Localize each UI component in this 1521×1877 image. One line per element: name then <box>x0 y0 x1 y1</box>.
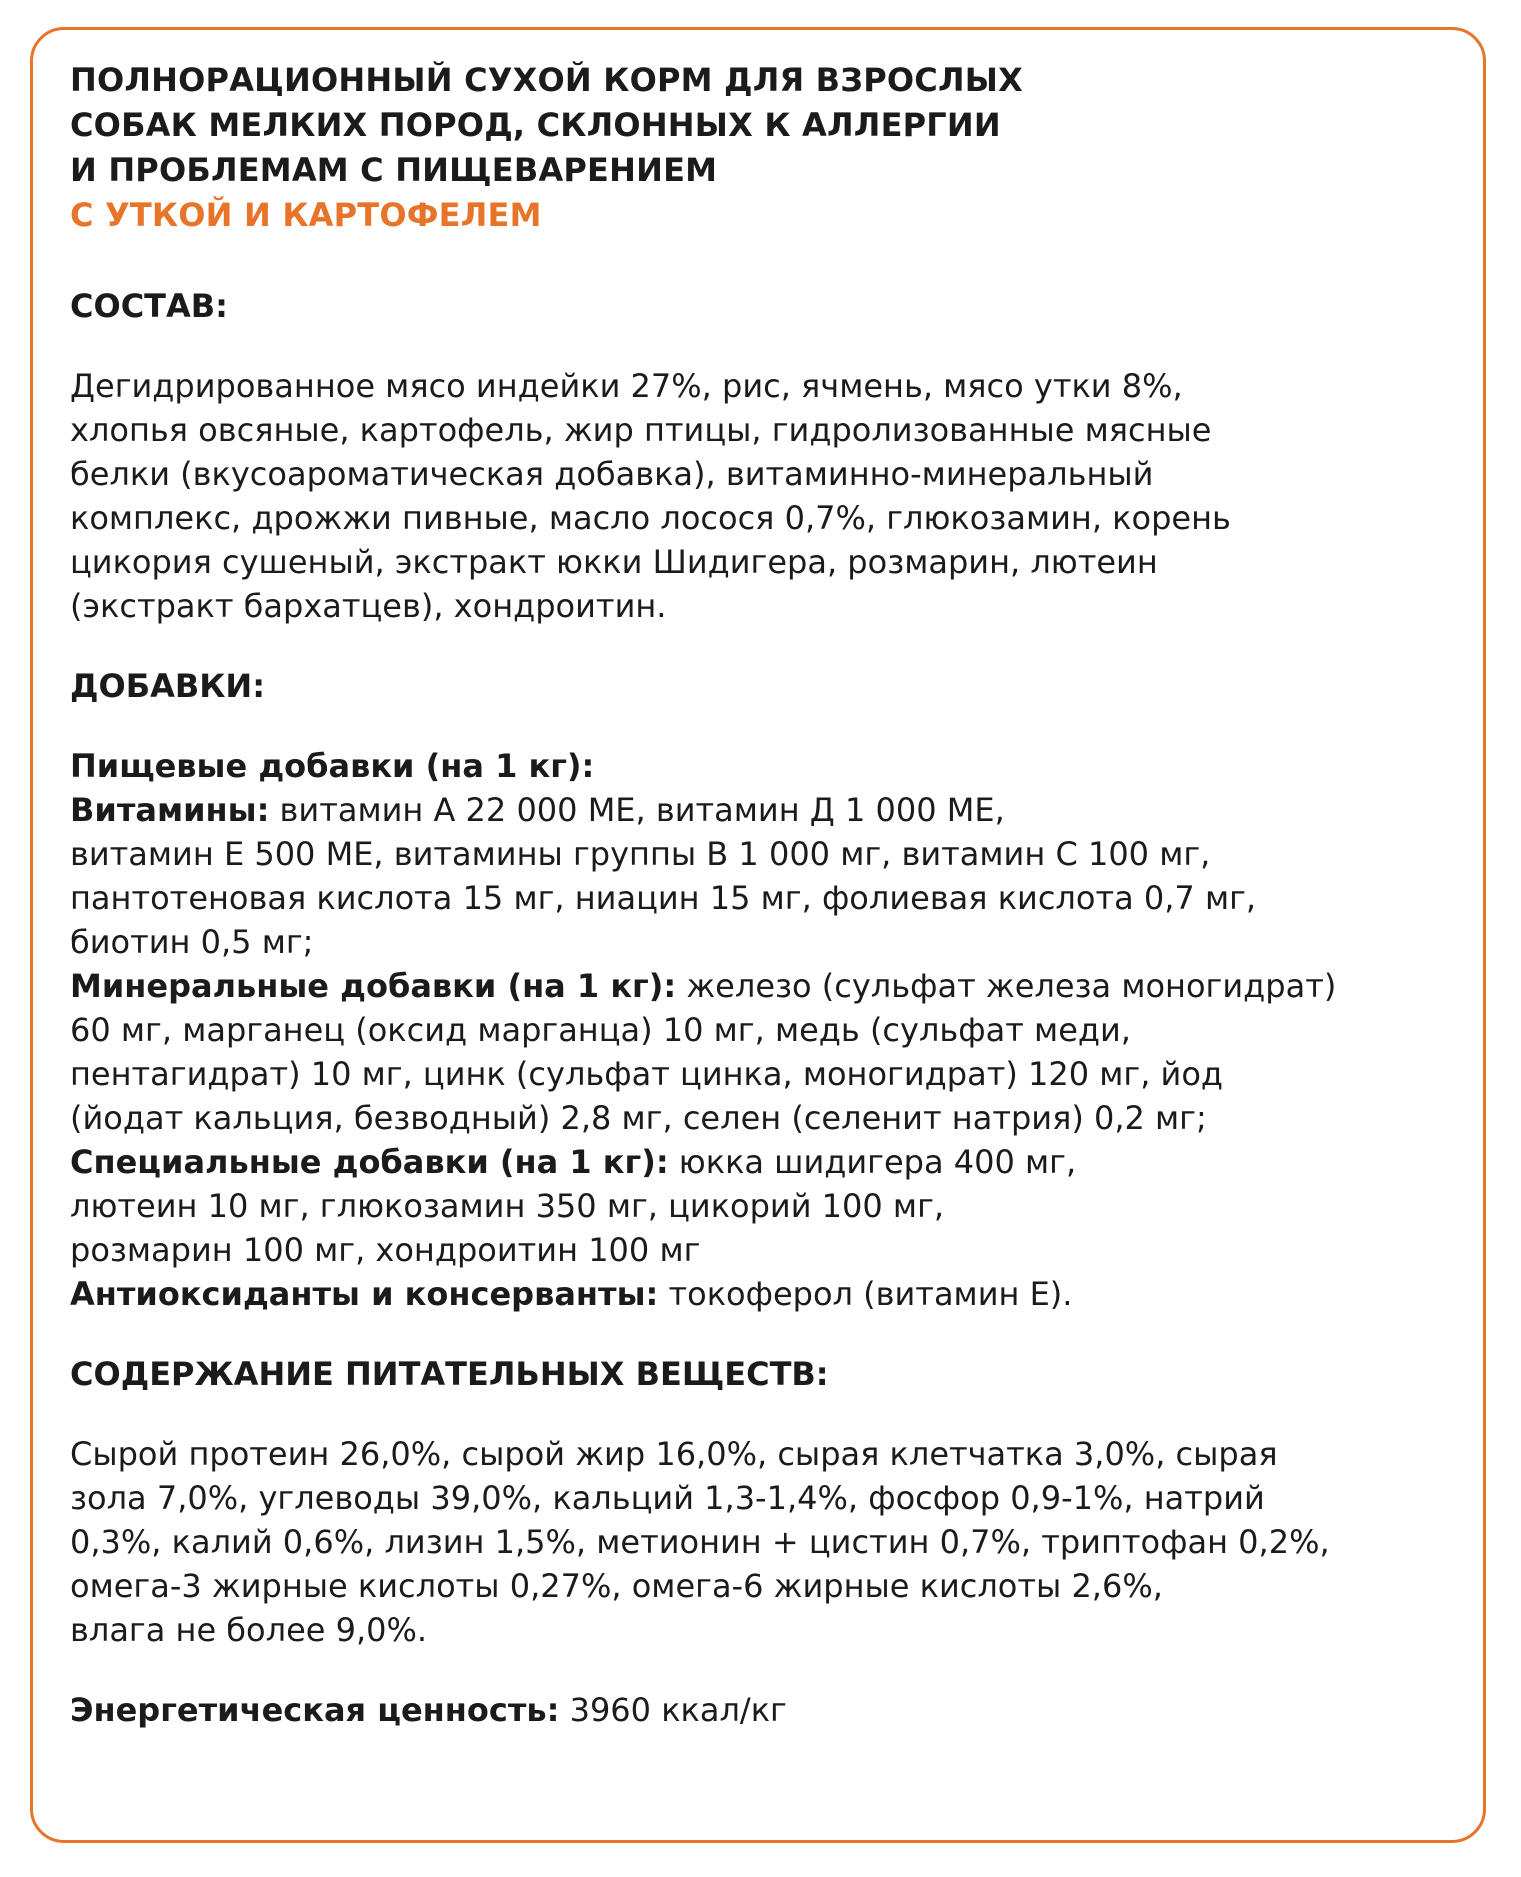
nutrients-line: зола 7,0%, углеводы 39,0%, кальций 1,3-1,4%, фосфор 0,9-1%, натрий <box>70 1479 1265 1517</box>
nutrients-text <box>70 1432 1470 1652</box>
composition-line: цикория сушеный, экстракт юкки Шидигера, розмарин, лютеин <box>70 543 1158 581</box>
special-line: розмарин 100 мг, хондроитин 100 мг <box>70 1231 701 1269</box>
minerals-value: железо (сульфат железа моногидрат) <box>676 967 1337 1005</box>
composition-line: хлопья овсяные, картофель, жир птицы, гидролизованные мясные <box>70 411 1212 449</box>
special-value: юкка шидигера 400 мг, <box>668 1143 1077 1181</box>
composition-heading: СОСТАВ: <box>70 287 228 325</box>
vitamins-line: биотин 0,5 мг; <box>70 923 314 961</box>
composition-text <box>70 364 1470 628</box>
energy-value-line <box>70 1688 1470 1732</box>
product-title <box>70 58 1470 238</box>
nutrients-line: омега-3 жирные кислоты 0,27%, омега-6 жирные кислоты 2,6%, <box>70 1567 1163 1605</box>
vitamins-label: Витамины: <box>70 791 270 829</box>
special-line: лютеин 10 мг, глюкозамин 350 мг, цикорий 100 мг, <box>70 1187 945 1225</box>
vitamins-line <box>70 788 1470 832</box>
nutrients-line: влага не более 9,0%. <box>70 1611 428 1649</box>
composition-line: (экстракт бархатцев), хондроитин. <box>70 587 667 625</box>
antioxidants-value: токоферол (витамин Е). <box>658 1275 1073 1313</box>
additives-text <box>70 744 1470 1316</box>
composition-line: Дегидрированное мясо индейки 27%, рис, ячмень, мясо утки 8%, <box>70 367 1183 405</box>
title-line: СОБАК МЕЛКИХ ПОРОД, СКЛОННЫХ К АЛЛЕРГИИ <box>70 106 1001 144</box>
label-content <box>70 58 1470 1732</box>
nutrients-heading: СОДЕРЖАНИЕ ПИТАТЕЛЬНЫХ ВЕЩЕСТВ: <box>70 1355 829 1393</box>
special-line <box>70 1140 1470 1184</box>
composition-line: белки (вкусоароматическая добавка), витаминно-минеральный <box>70 455 1154 493</box>
vitamins-value: витамин А 22 000 МЕ, витамин Д 1 000 МЕ, <box>269 791 1005 829</box>
additives-heading: ДОБАВКИ: <box>70 667 265 705</box>
minerals-label: Минеральные добавки (на 1 кг): <box>70 967 677 1005</box>
minerals-line: пентагидрат) 10 мг, цинк (сульфат цинка, моногидрат) 120 мг, йод <box>70 1055 1224 1093</box>
special-label: Специальные добавки (на 1 кг): <box>70 1143 669 1181</box>
vitamins-line: витамин Е 500 МЕ, витамины группы В 1 000 мг, витамин С 100 мг, <box>70 835 1211 873</box>
title-line: ПОЛНОРАЦИОННЫЙ СУХОЙ КОРМ ДЛЯ ВЗРОСЛЫХ <box>70 61 1023 99</box>
energy-value: 3960 ккал/кг <box>559 1691 787 1729</box>
vitamins-line: пантотеновая кислота 15 мг, ниацин 15 мг, фолиевая кислота 0,7 мг, <box>70 879 1257 917</box>
energy-label: Энергетическая ценность: <box>70 1691 560 1729</box>
composition-line: комплекс, дрожжи пивные, масло лосося 0,7%, глюкозамин, корень <box>70 499 1231 537</box>
antioxidants-label: Антиоксиданты и консерванты: <box>70 1275 659 1313</box>
minerals-line: (йодат кальция, безводный) 2,8 мг, селен (селенит натрия) 0,2 мг; <box>70 1099 1207 1137</box>
title-flavor: С УТКОЙ И КАРТОФЕЛЕМ <box>70 196 542 234</box>
antioxidants-line <box>70 1272 1470 1316</box>
energy-line <box>70 1688 1470 1732</box>
title-line: И ПРОБЛЕМАМ С ПИЩЕВАРЕНИЕМ <box>70 151 718 189</box>
food-additives-label: Пищевые добавки (на 1 кг): <box>70 747 595 785</box>
nutrients-line: Сырой протеин 26,0%, сырой жир 16,0%, сырая клетчатка 3,0%, сырая <box>70 1435 1278 1473</box>
minerals-line <box>70 964 1470 1008</box>
minerals-line: 60 мг, марганец (оксид марганца) 10 мг, медь (сульфат меди, <box>70 1011 1131 1049</box>
nutrients-line: 0,3%, калий 0,6%, лизин 1,5%, метионин + цистин 0,7%, триптофан 0,2%, <box>70 1523 1330 1561</box>
